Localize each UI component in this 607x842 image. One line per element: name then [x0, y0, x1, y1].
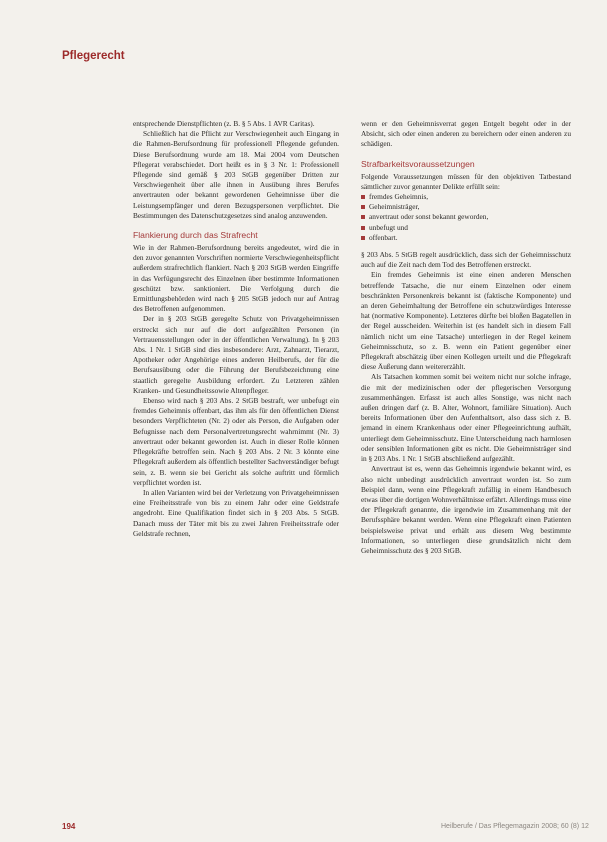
- list-item: anvertraut oder sonst bekannt geworden,: [361, 212, 571, 222]
- right-column: [361, 119, 571, 556]
- left-paragraph-6: In allen Varianten wird bei der Verletzung von Privatgeheimnissen eine Freiheitsstrafe von bis zu einem Jahr oder eine Geldstrafe angedroht. Eine Qualifikation findet sich in § 203 Abs. 5 StGB. Danach muss der Täter mit bis zu zwei Jahren Freiheitsstrafe oder Geldstrafe rechnen,: [133, 487, 339, 538]
- right-paragraph-4: Ein fremdes Geheimnis ist eine einen anderen Menschen betreffende Tatsache, die nur einem Einzelnen oder einem beschränkten Personenkreis bekannt ist (faktische Komponente) und an deren Geheimhaltung der Betroffene ein schutzwürdiges Interesse hat (normative Komponente). Letzteres dürfte bei bloßen Bagatellen in der Regel ausscheiden. Weiterhin ist (es handelt sich in diesem Fall nämlich nicht um eine Tatsache) unterliegen in der Regel keinem Geheimnisschutz, so z. B. wenn ein Patient gegenüber einer Pflegekraft abschätzig über einen Kollegen urteilt und die Pflegekraft diese Äußerung dann weitererzählt.: [361, 270, 571, 372]
- list-item: Geheimnisträger,: [361, 202, 571, 212]
- right-paragraph-6: Anvertraut ist es, wenn das Geheimnis irgendwie bekannt wird, es also nicht unbedingt ausdrücklich anvertraut worden ist. So zum Beispiel dann, wenn eine Pflegekraft zufällig in einem Handbesuch etwas über die dortigen Wohnverhältnisse erfährt. Allerdings muss eine der Pflegekraft genannte, die irgendwie im Zusammenhang mit der Berufssphäre bekannt werden. Wenn eine Pflegekraft einen Patienten beispielsweise privat und erhält aus diesem Weg bestimmte Informationen, so unterliegen diese grundsätzlich nicht dem Geheimnisschutz des § 203 StGB.: [361, 464, 571, 555]
- list-item: offenbart.: [361, 233, 571, 243]
- left-paragraph-5: Ebenso wird nach § 203 Abs. 2 StGB bestraft, wer unbefugt ein fremdes Geheimnis offenbart, das ihm als für den öffentlichen Dienst besonders Verpflichteten (Nr. 2) oder als Person, die Aufgaben oder Befugnisse nach dem Personalvertretungsrecht wahrnimmt (Nr. 3) anvertraut oder bekannt geworden ist. Auch in dieser Rolle können Pflegekräfte betroffen sein. Nach § 203 Abs. 2 Nr. 3 könnte eine Pflegekraft außerdem als öffentlich bestellter Sachverständiger befugt sein, z. B. wenn sie bei Gericht als solche auftritt und förmlich verpflichtet worden ist.: [133, 396, 339, 487]
- left-paragraph-1: entsprechende Dienstpflichten (z. B. § 5 Abs. 1 AVR Caritas).: [133, 119, 315, 128]
- subheading-strafbarkeit: Strafbarkeitsvoraussetzungen: [361, 158, 475, 169]
- journal-citation: Heilberufe / Das Pflegemagazin 2008; 60 (8) 12: [441, 823, 589, 830]
- page-number: 194: [62, 822, 76, 831]
- list-item: unbefugt und: [361, 223, 571, 233]
- left-column: [133, 119, 339, 539]
- subheading-flankierung: Flankierung durch das Strafrecht: [133, 230, 258, 241]
- list-item: fremdes Geheimnis,: [361, 192, 571, 202]
- left-paragraph-4: Der in § 203 StGB geregelte Schutz von Privatgeheimnissen erstreckt sich nur auf die dort aufgezählten Personen (in Vertrauensstellungen oder in der öffentlichen Verwaltung). In § 203 Abs. 1 Nr. 1 StGB sind dies insbesondere: Arzt, Zahnarzt, Tierarzt, Apotheker oder Angehörige eines anderen Heilberufs, der für die Berufsausübung oder die Führung der Berufsbezeichnung eine staatlich geregelte Ausbildung erfordert. Zu Letzteren zählen Kranken- und Gesundheitssowie Altenpfleger.: [133, 314, 339, 395]
- right-paragraph-2: Folgende Voraussetzungen müssen für den objektiven Tatbestand sämtlicher zuvor genannter Delikte erfüllt sein:: [361, 171, 571, 191]
- requirements-list: [361, 192, 571, 243]
- left-paragraph-3: Wie in der Rahmen-Berufsordnung bereits angedeutet, wird die in den zuvor genannten Vorschriften normierte Verschwiegenheitspflicht außerdem strafrechtlich flankiert. Nach § 203 StGB werden Eingriffe in das Verfügungsrecht des Einzelnen über bestimmte Informationen geschützt bzw. sanktioniert. Die Verfolgung durch die Ermittlungsbehörden wird nach § 205 StGB jedoch nur auf Antrag des Betroffenen aufgenommen.: [133, 243, 339, 314]
- right-paragraph-5: Als Tatsachen kommen somit bei weitem nicht nur solche infrage, die mit der medizinischen oder der pflegerischen Versorgung zusammenhängen. Erfasst ist auch alles Sonstige, was nicht nach außen dringen darf (z. B. Alter, Wohnort, familiäre Situation). Auch bereits Informationen über den Aufenthaltsort, also dass sich z. B. jemand in einem Krankenhaus oder einer Pflegeeinrichtung aufhält, unterliegt dem Geheimnisschutz. Eine Unterscheidung nach harmlosen oder sensiblen Informationen gibt es nicht. Die Geheimnisträger sind in § 203 Abs. 1 Nr. 1 StGB abschließend aufgezählt.: [361, 372, 571, 464]
- right-paragraph-1: wenn er den Geheimnisverrat gegen Entgelt begeht oder in der Absicht, sich oder einen anderen zu bereichern oder einen anderen zu schädigen.: [361, 119, 571, 149]
- right-paragraph-3: § 203 Abs. 5 StGB regelt ausdrücklich, dass sich der Geheimnisschutz auch auf die Zeit nach dem Tod des Betroffenen erstreckt.: [361, 250, 571, 270]
- left-paragraph-2: Schließlich hat die Pflicht zur Verschwiegenheit auch Eingang in die Rahmen-Berufsordnung für professionell Pflegende gefunden. Diese Berufsordnung wurde am 18. Mai 2004 vom Deutschen Pflegerat verabschiedet. Dort heißt es in § 3 Nr. 1: Professionell Pflegende sind gemäß § 203 StGB gegenüber Dritten zur Verschwiegenheit über alle ihnen in Ausübung ihres Berufes anvertrauten oder bekannt gewordenen Geheimnisse über die Leistungsempfänger und deren Bezugspersonen verpflichtet. Die Bestimmungen des Datenschutzgesetzes sind analog anzuwenden.: [133, 129, 339, 220]
- section-title: Pflegerecht: [62, 50, 125, 62]
